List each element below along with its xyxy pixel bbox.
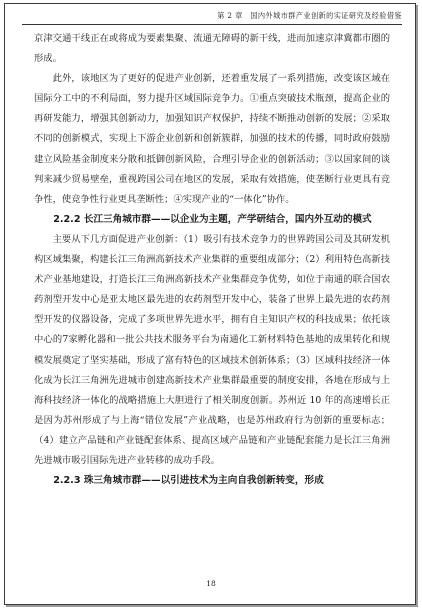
page-number: 18 [206, 579, 216, 588]
section-heading-2-2-2: 2.2.2 长江三角城市群——以企业为主题，产学研结合，国内外互动的模式 [53, 213, 372, 225]
running-header: 第 2 章 国内外城市群产业创新的实证研究及经验借鉴 [22, 9, 402, 25]
paragraph-continuation: 京津交通干线正在或将成为要素集聚、流通无障碍的新干线，进而加速京津冀都市圈的形成。 [34, 33, 390, 65]
paragraph-yangtze-delta: 主要从下几方面促进产业创新：（1）吸引有技术竞争力的世界跨国公司及其研发机构区域集聚，构建长江三角洲高新技术产业集群的重要组成部分；（2）利用特色高新技术产业基地建设，打造长江三角洲高新技术产业集群竞争优势，如位于南通的联合国农药剂型开发中心是亚太地区最先进的农药剂型开发中心，装备了世界上最先进的农药剂型开发的仪器设备，完成了多项世界先进水平，拥有自主知识产权的科技成果；依托该中心的7家孵化器和一批公共技术服务平台为南通化工新材料特色基地的成果转化和规模发展奠定了坚实基础，形成了富有特色的区域技术创新体系；（3）区域科技经济一体化成为长江三角洲先进城市创建高新技术产业集群最重要的制度安排，各地在形成与上海科技经济一体化的战略措施上大胆进行了相关制度创新。苏州近 10 年的高速增长正是因为苏州形成了与上海“错位发展”产业战略，也是苏州政府行为创新的重要标志；（4）建立产品链和产业链配套体系、提高区域产品链和产业链配套能力是长江三角洲先进城市吸引国际先进产业转移的成功手段。 [34, 233, 390, 466]
section-heading-2-2-3: 2.2.3 珠三角城市群——以引进技术为主向自我创新转变，形成 [53, 475, 324, 487]
page-body [34, 29, 390, 491]
paragraph-measures: 此外，该地区为了更好的促进产业创新，还着重发展了一系列措施，改变该区域在国际分工中的不利局面，努力提升区域国际竞争力。①重点突破技术瓶颈，提高企业的再研发能力，增强其创新动力，加强知识产权保护，持续不断推动创新的发展；②采取不同的创新模式，实现上下游企业创新和创新簇群，加强的技术的传播，同时政府鼓励建立风险基金制度来分散和抵御创新风险，合理引导企业的创新活动；③以国家间的谈判来减少贸易壁垒，重视跨国公司在地区的发展，采取有效措施，使垄断行业更具有竞争性，使竞争性行业更具垄断性；④实现产业的“一体化”协作。 [34, 73, 390, 205]
